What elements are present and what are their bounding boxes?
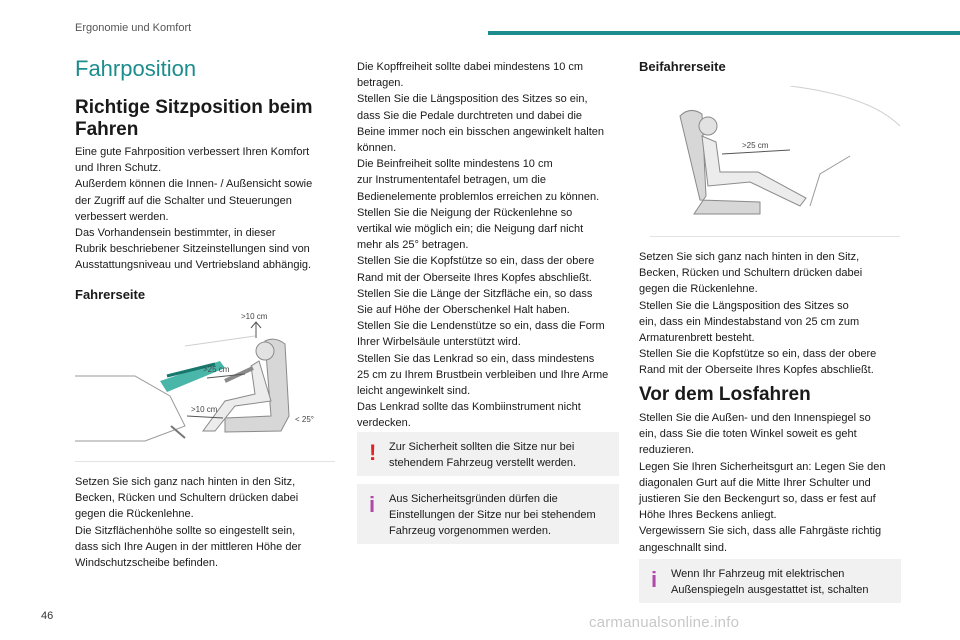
subheading-passenger-side: Beifahrerseite (639, 59, 726, 74)
label-backrest-angle: < 25° (295, 415, 314, 424)
label-wheel-distance: >25 cm (203, 365, 230, 374)
warning-text: Zur Sicherheit sollten die Sitze nur bei stehendem Fahrzeug verstellt werden. (389, 441, 577, 469)
driver-instructions: Setzen Sie sich ganz nach hinten in den Sitz, Becken, Rücken und Schultern drücken dabei gegen die Rückenlehne. Die Sitzflächenhöhe sollte so eingestellt sein, dass sich Ihre Augen in der mittleren Höhe der Windschutzscheibe befinden. (75, 476, 302, 570)
info-icon: i (651, 567, 658, 592)
info-text: Aus Sicherheitsgründen dürfen die Einstellungen der Sitze nur bei stehendem Fahrzeug vorgenommen werden. (389, 493, 596, 537)
header-accent-bar (488, 31, 960, 35)
section-heading-seat-position: Richtige Sitzposition beim Fahren (75, 97, 313, 140)
passenger-position-figure (650, 86, 900, 237)
section-heading-before-driving: Vor dem Losfahren (639, 384, 811, 405)
subheading-driver-side: Fahrerseite (75, 287, 146, 302)
watermark: carmanualsonline.info (589, 614, 740, 631)
exclamation-icon: ! (369, 440, 377, 465)
page-number: 46 (41, 610, 54, 622)
passenger-seat-illustration (650, 86, 900, 236)
before-driving-instructions: Stellen Sie die Außen- und den Innenspiegel so ein, dass Sie die toten Winkel soweit es geht reduzieren. Legen Sie Ihren Sicherheitsgurt an: Legen Sie den diagonalen Gurt auf die Mitte Ihrer Schulter und justieren Sie den Beckengurt so, dass er fest auf Höhe Ihres Beckens anliegt. Vergewissern Sie sich, dass alle Fahrgäste richtig angeschnallt sind. (639, 412, 886, 554)
passenger-instructions: Setzen Sie sich ganz nach hinten in den Sitz, Becken, Rücken und Schultern drücken dabei gegen die Rückenlehne. Stellen Sie die Längsposition des Sitzes so ein, dass ein Mindestabstand von 25 cm zum Armaturenbrett besteht. Stellen Sie die Kopfstütze so ein, dass der obere Rand mit der Oberseite Ihres Kopfes abschließt. (639, 251, 877, 377)
info-note-mirrors (639, 559, 901, 603)
seat-adjustment-instructions: Die Kopffreiheit sollte dabei mindestens 10 cm betragen. Stellen Sie die Längsposition des Sitzes so ein, dass Sie die Pedale durchtreten und dabei die Beine immer noch ein bisschen angewinkelt halten können. Die Beinfreiheit sollte mindestens 10 cm zur Instrumententafel betragen, um die Bedienelemente problemlos erreichen zu können. Stellen Sie die Neigung der Rückenlehne so vertikal wie möglich ein; die Neigung darf nicht mehr als 25° betragen. Stellen Sie die Kopfstütze so ein, dass der obere Rand mit der Oberseite Ihres Kopfes abschließt. Stellen Sie die Länge der Sitzfläche ein, so dass Sie auf Höhe der Oberschenkel Halt haben. Stellen Sie die Lendenstütze so ein, dass die Form Ihrer Wirbelsäule unterstützt wird. Stellen Sie das Lenkrad so ein, dass mindestens 25 cm zu Ihrem Brustbein verbleiben und Ihre Arme leicht angewinkelt sind. Das Lenkrad sollte das Kombiinstrument nicht verdecken. (357, 61, 609, 430)
label-leg-clearance: >10 cm (191, 405, 218, 414)
info-text-mirrors: Wenn Ihr Fahrzeug mit elektrischen Außenspiegeln ausgestattet ist, schalten (671, 568, 869, 596)
info-note (357, 484, 619, 544)
driver-seat-illustration (75, 306, 335, 461)
label-head-clearance: >10 cm (241, 312, 268, 321)
warning-note (357, 432, 619, 476)
label-dashboard-distance: >25 cm (742, 141, 769, 150)
driver-position-figure (75, 306, 335, 462)
page-title: Fahrposition (75, 56, 197, 81)
info-icon: i (369, 492, 376, 517)
running-header: Ergonomie und Komfort (75, 22, 192, 34)
intro-paragraph: Eine gute Fahrposition verbessert Ihren Komfort und Ihren Schutz. Außerdem können die Innen- / Außensicht sowie der Zugriff auf die Schalter und Steuerungen verbessert werden. Das Vorhandensein bestimmter, in dieser Rubrik beschriebener Sitzeinstellungen sind von Ausstattungsniveau und Vertriebsland abhängig. (75, 146, 313, 272)
